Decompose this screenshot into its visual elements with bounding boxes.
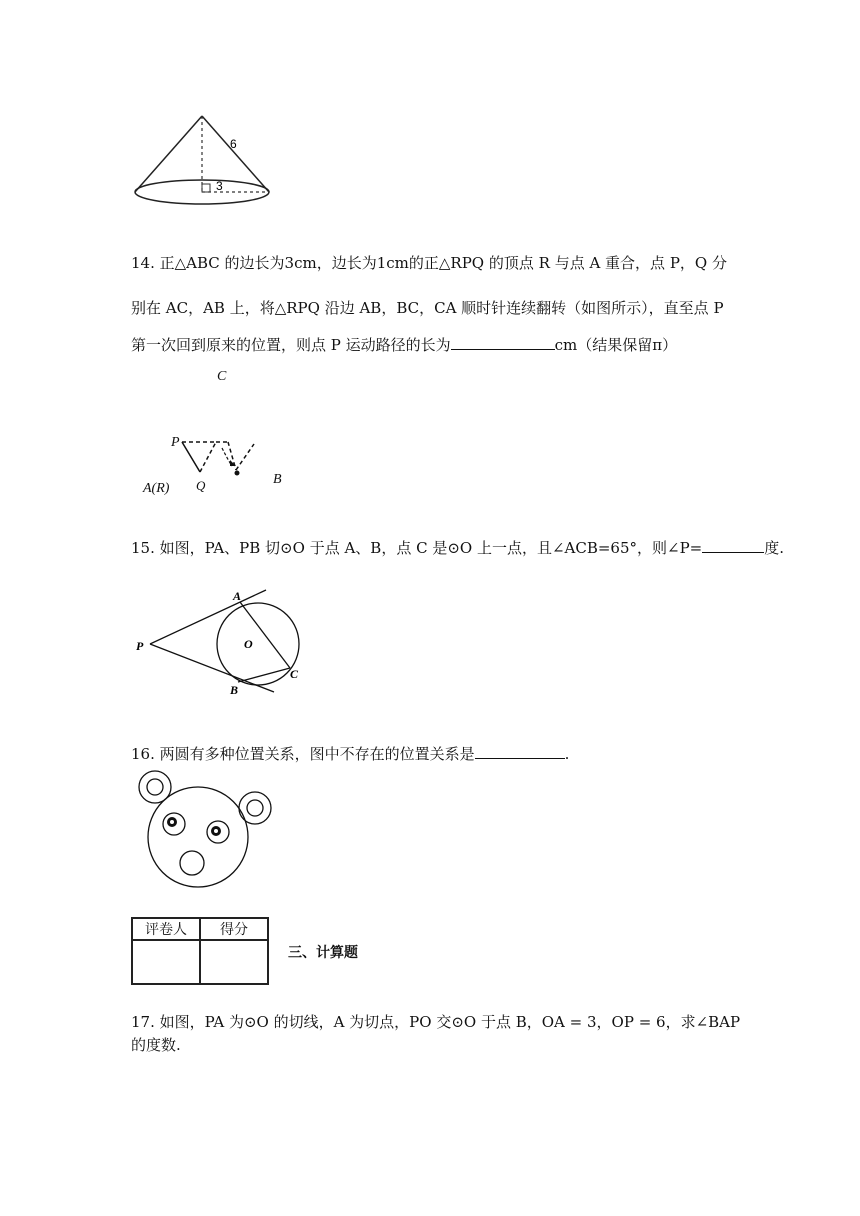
q14-label-c: C <box>217 369 227 384</box>
q15-label-b: B <box>230 683 239 697</box>
triangle-roll-figure <box>170 432 270 482</box>
q17-line2: 的度数. <box>131 1036 181 1054</box>
q14-label-ar: A(R) <box>143 481 170 496</box>
section-title: 三、计算题 <box>288 945 358 961</box>
score-header: 得分 <box>200 918 268 940</box>
q16-text: 16. 两圆有多种位置关系，图中不存在的位置关系是 <box>131 745 475 763</box>
cone-figure <box>128 108 278 212</box>
q15-line <box>131 537 784 558</box>
q14-label-q: Q <box>196 478 206 493</box>
q16-answer-blank[interactable] <box>475 744 565 759</box>
q15-suffix: 度. <box>764 539 785 557</box>
q16-suffix: . <box>564 745 570 763</box>
q15-label-p: P <box>136 639 144 653</box>
q17-line1: 17. 如图，PA 为⊙O 的切线，A 为切点，PO 交⊙O 于点 B，OA = 3，OP = 6，求∠BAP <box>131 1013 741 1031</box>
q14-label-b: B <box>273 472 282 487</box>
q14-line3-text: 第一次回到原来的位置，则点 P 运动路径的长为 <box>131 336 451 354</box>
q15-text: 15. 如图，PA、PB 切⊙O 于点 A、B，点 C 是⊙O 上一点，且∠ACB=65°，则∠P= <box>131 539 703 557</box>
tangent-circle-figure <box>130 584 310 700</box>
cone-radius-label: 3 <box>216 179 223 193</box>
q15-label-o: O <box>244 637 253 651</box>
grading-table <box>131 917 269 985</box>
q14-label-p: P <box>171 435 180 450</box>
score-cell[interactable] <box>200 940 268 984</box>
q14-line2: 别在 AC，AB 上，将△RPQ 沿边 AB，BC，CA 顺时针连续翻转（如图所示），直至点 P <box>131 299 724 317</box>
grader-header: 评卷人 <box>132 918 200 940</box>
circles-face-figure <box>132 768 274 890</box>
q14-answer-blank[interactable] <box>451 335 555 350</box>
q14-line3-suffix: cm（结果保留π） <box>554 336 678 354</box>
grader-cell[interactable] <box>132 940 200 984</box>
q16-line <box>131 743 569 764</box>
cone-slant-label: 6 <box>230 137 237 151</box>
q14-line3 <box>131 334 677 355</box>
q14-line1: 14. 正△ABC 的边长为3cm，边长为1cm的正△RPQ 的顶点 R 与点 A 重合，点 P，Q 分 <box>131 254 727 272</box>
q15-label-a: A <box>233 589 242 603</box>
q15-label-c: C <box>290 667 299 681</box>
q15-answer-blank[interactable] <box>702 538 764 553</box>
